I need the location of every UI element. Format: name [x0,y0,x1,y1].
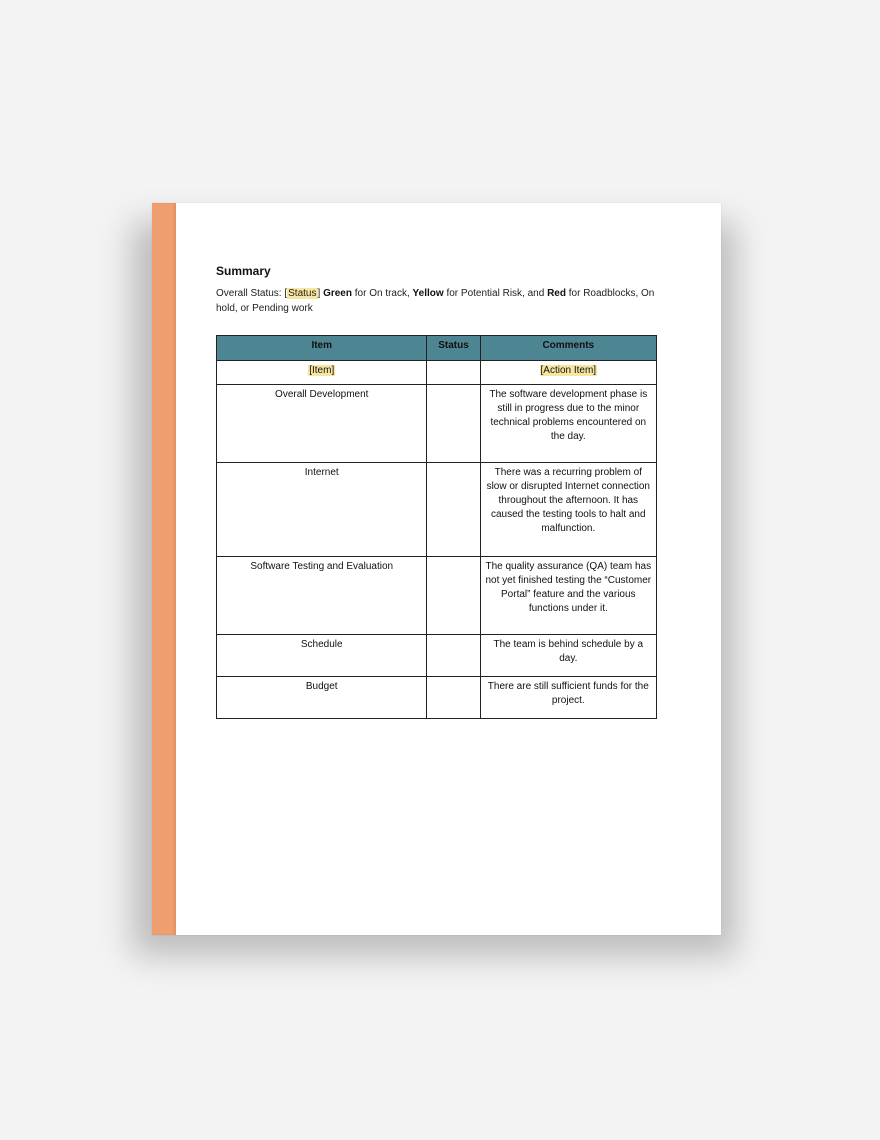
status-cell [427,677,480,719]
comment-cell [480,463,656,557]
table-header-row [217,336,657,361]
overall-status-text [216,286,661,316]
status-cell [427,385,480,463]
table-row-software-testing [217,557,657,635]
comment-text: There are still sufficient funds for the project. [487,681,649,706]
status-cell [427,557,480,635]
comment-text: The quality assurance (QA) team has not yet finished testing the “Customer Portal” feature and the various functions under it. [485,561,652,614]
status-placeholder: Status [288,288,317,299]
comment-cell [480,385,656,463]
red-description: for Roadblocks, On hold, or Pending work [216,288,655,314]
item-cell [217,677,427,719]
table-row-placeholder [217,361,657,385]
status-cell [427,635,480,677]
yellow-description: for Potential Risk, and [443,288,548,299]
item-column-header: Item [217,336,427,361]
table-row-overall-development [217,385,657,463]
item-placeholder [217,361,426,378]
item-text: Overall Development [275,389,369,400]
status-column-header: Status [427,336,480,361]
item-cell [217,361,427,385]
comments-column-header: Comments [480,336,656,361]
item-cell [217,385,427,463]
status-report-table [216,335,657,719]
overall-status-prefix: Overall Status: [ [216,288,288,299]
item-placeholder-text: [Item] [309,365,335,376]
comment-cell [480,635,656,677]
document-spine [152,203,176,935]
item-text: Software Testing and Evaluation [250,561,394,572]
item-text: Schedule [300,639,343,650]
table-row-budget [217,677,657,719]
document-content [216,264,656,706]
status-cell [427,463,480,557]
comment-text: There was a recurring problem of slow or disrupted Internet connection throughout the afternoon. It has caused the testing tools to halt and malfunction. [486,467,650,534]
red-label: Red [547,288,566,299]
overall-status-suffix: ] [317,288,321,299]
item-cell [217,635,427,677]
comment-text: The team is behind schedule by a day. [493,639,644,664]
document-page [152,203,721,935]
item-text: Budget [305,681,338,692]
table-row-internet [217,463,657,557]
item-cell [217,463,427,557]
status-cell [427,361,480,385]
comment-cell [480,557,656,635]
comment-placeholder-text: [Action Item] [540,365,597,376]
item-cell [217,557,427,635]
comment-cell [480,361,656,385]
summary-title: Summary [216,264,271,278]
comment-text: The software development phase is still in progress due to the minor technical problems encountered on the day. [489,389,648,442]
green-description: for On track, [351,288,413,299]
green-label: Green [323,288,352,299]
item-text: Internet [304,467,339,478]
yellow-label: Yellow [412,288,444,299]
table-row-schedule [217,635,657,677]
comment-placeholder [481,361,656,378]
comment-cell [480,677,656,719]
